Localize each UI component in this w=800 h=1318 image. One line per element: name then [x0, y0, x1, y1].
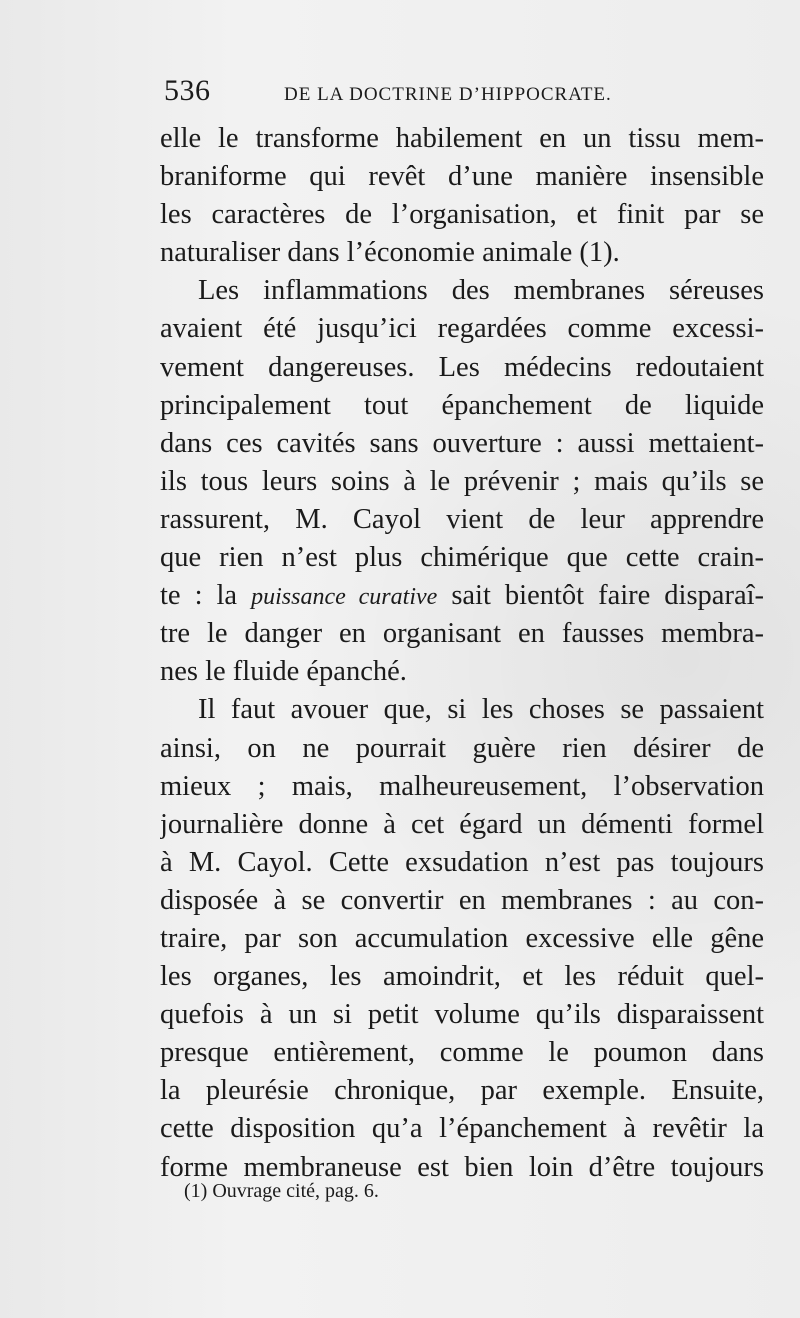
text-line: disposée à se convertir en membranes : au con-: [160, 884, 764, 916]
text-line: vement dangereuses. Les médecins redoutaient: [160, 351, 764, 383]
text-line: ainsi, on ne pourrait guère rien désirer de: [160, 732, 764, 764]
text-line: les organes, les amoindrit, et les réduit quel-: [160, 961, 764, 993]
text-line: quefois à un si petit volume qu’ils disparaissent: [160, 999, 764, 1031]
text-line: presque entièrement, comme le poumon dans: [160, 1037, 764, 1069]
text-line: forme membraneuse est bien loin d’être toujours: [160, 1151, 764, 1183]
text-line: tre le danger en organisant en fausses membra-: [160, 618, 764, 650]
page-header: [164, 74, 764, 114]
text-line: cette disposition qu’a l’épanchement à revêtir la: [160, 1113, 764, 1145]
body-text: [160, 120, 764, 1187]
text-line: braniforme qui revêt d’une manière insensible: [160, 161, 764, 193]
text-line: Il faut avouer que, si les choses se passaient: [198, 694, 764, 726]
footnote: (1) Ouvrage cité, pag. 6.: [184, 1180, 379, 1202]
text-segment: te : la: [160, 580, 252, 612]
text-line: rassurent, M. Cayol vient de leur apprendre: [160, 503, 764, 535]
text-line: que rien n’est plus chimérique que cette crain-: [160, 542, 764, 574]
text-line: journalière donne à cet égard un démenti formel: [160, 808, 764, 840]
text-line: à M. Cayol. Cette exsudation n’est pas toujours: [160, 846, 764, 878]
text-segment: sait bientôt faire disparaî-: [437, 580, 764, 612]
text-line-mixed: [160, 577, 764, 615]
text-line: la pleurésie chronique, par exemple. Ensuite,: [160, 1075, 764, 1107]
text-line: les caractères de l’organisation, et finit par se: [160, 199, 764, 231]
text-line: nes le fluide épanché.: [160, 656, 407, 688]
text-line: ils tous leurs soins à le prévenir ; mais qu’ils se: [160, 465, 764, 497]
italic-phrase: puissance curative: [251, 584, 438, 611]
text-line: Les inflammations des membranes séreuses: [198, 275, 764, 307]
text-line: principalement tout épanchement de liquide: [160, 389, 764, 421]
text-line: mieux ; mais, malheureusement, l’observation: [160, 770, 764, 802]
running-head: DE LA DOCTRINE D’HIPPOCRATE.: [284, 84, 612, 105]
page-number: 536: [164, 74, 211, 107]
text-line: avaient été jusqu’ici regardées comme excessi-: [160, 313, 764, 345]
text-line: traire, par son accumulation excessive elle gêne: [160, 922, 764, 954]
text-line: dans ces cavités sans ouverture : aussi mettaient-: [160, 427, 764, 459]
text-line: naturaliser dans l’économie animale (1).: [160, 237, 620, 269]
text-line: elle le transforme habilement en un tissu mem-: [160, 123, 764, 154]
